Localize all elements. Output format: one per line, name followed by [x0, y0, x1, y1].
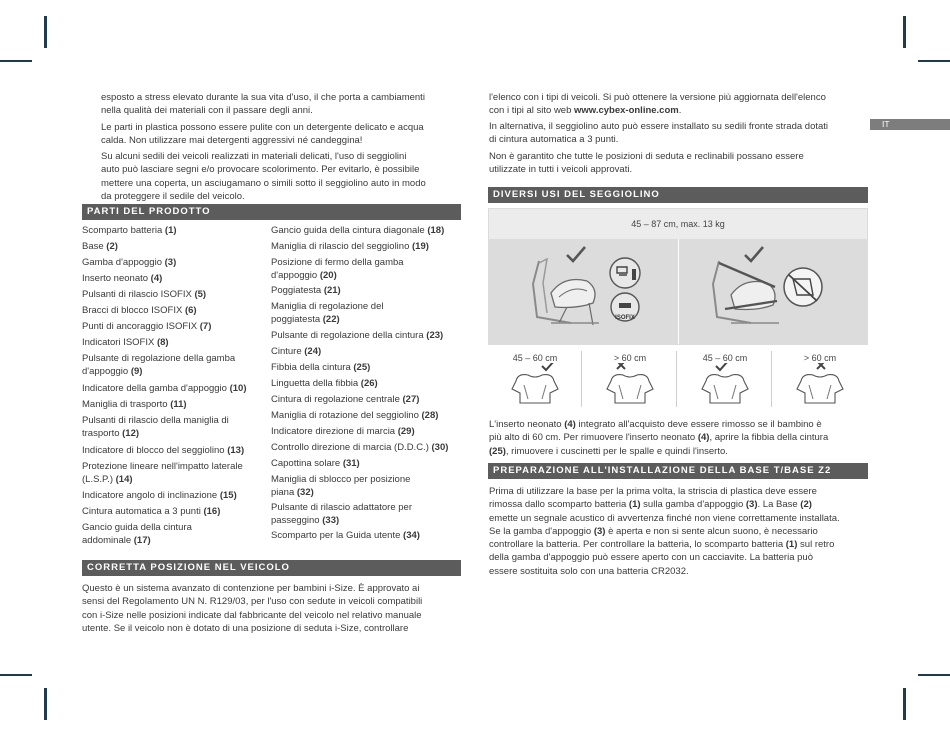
website-link[interactable]: www.cybex-online.com [574, 105, 679, 117]
warning-paragraph: Non è garantito che tutte le posizioni di seduta e reclinabili possano essere utilizzate in tutti i veicoli approvati. [489, 151, 804, 176]
cross-icon [817, 363, 825, 369]
part-list-item: Protezione lineare nell'impatto laterale (L.S.P.) (14) [82, 461, 243, 485]
check-icon [745, 247, 763, 261]
car-seat-belt-illustration [679, 239, 867, 344]
part-list-item: Maniglia di trasporto (11) [82, 399, 187, 410]
part-list-item: Indicatore angolo di inclinazione (15) [82, 490, 237, 501]
size-label: 45 – 60 cm [512, 353, 558, 363]
crop-mark [44, 688, 47, 720]
part-list-item: Maniglia di sblocco per posizione piana (32) [271, 474, 411, 498]
part-list-item: Punti di ancoraggio ISOFIX (7) [82, 321, 212, 332]
part-list-item: Scomparto batteria (1) [82, 225, 177, 236]
section-header-preparation: PREPARAZIONE ALL'INSTALLAZIONE DELLA BASE T/BASE Z2 [488, 463, 868, 479]
part-list-item: Pulsanti di rilascio della maniglia di trasporto (12) [82, 415, 229, 439]
part-list-item: Maniglia di regolazione del poggiatesta (22) [271, 301, 384, 325]
part-list-item: Poggiatesta (21) [271, 285, 341, 296]
check-icon [542, 363, 554, 370]
position-paragraph: Questo è un sistema avanzato di contenzione per bambini i-Size. È approvato ai sensi del Regolamento UN N. R129/03, per l'uso con sedute in veicoli compatibili con i-Size nelle posizioni indicate dal fabbricante del veicolo nel relativo manuale utente. Se il veicolo non è dotato di una posizione di seduta i-Size, controllare [82, 583, 423, 634]
part-list-item: Posizione di fermo della gamba d'appoggio (20) [271, 257, 404, 281]
crop-mark [0, 60, 32, 62]
diagram-bottom [488, 345, 868, 414]
insert-paragraph: L'inserto neonato (4) integrato all'acquisto deve essere rimosso se il bambino è più alto di 60 cm. Per rimuovere l'inserto neonato (4), aprire la fibbia della cintura (25), rimuovere i cuscinetti per le spalle e quindi l'inserto. [489, 419, 829, 457]
part-list-item: Pulsante di regolazione della gamba d'appoggio (9) [82, 353, 236, 377]
part-list-item: Linguetta della fibbia (26) [271, 378, 378, 389]
part-list-item: Bracci di blocco ISOFIX (6) [82, 305, 197, 316]
check-icon [716, 363, 728, 370]
part-list-item: Maniglia di rilascio del seggiolino (19) [271, 241, 429, 252]
part-list-item: Fibbia della cintura (25) [271, 362, 371, 373]
size-label: > 60 cm [803, 353, 837, 363]
infant-insert-in-illustration [488, 363, 582, 409]
infant-insert-out-illustration [773, 363, 867, 409]
part-list-item: Pulsanti di rilascio ISOFIX (5) [82, 289, 207, 300]
part-list-item: Pulsante di regolazione della cintura (23) [271, 330, 444, 341]
isofix-install-pane [489, 239, 677, 344]
parts-list-col1 [82, 224, 267, 554]
part-list-item: Gancio guida della cintura diagonale (18) [271, 225, 445, 236]
part-list-item: Inserto neonato (4) [82, 273, 163, 284]
part-list-item: Pulsante di rilascio adattatore per passeggino (33) [271, 502, 412, 526]
car-seat-isofix-illustration [489, 239, 677, 344]
crop-mark [903, 688, 906, 720]
part-list-item: Cintura di regolazione centrale (27) [271, 394, 420, 405]
part-list-item: Controllo direzione di marcia (D.D.C.) (30) [271, 442, 449, 453]
size-cell [678, 345, 772, 414]
vehicle-list-paragraph: l'elenco con i tipi di veicoli. Si può ottenere la versione più aggiornata dell'elenco con i tipi al sito web www.cybex-online.com. [489, 92, 826, 117]
crop-mark [918, 674, 950, 676]
section-header-uses: DIVERSI USI DEL SEGGIOLINO [488, 187, 868, 203]
seat-usage-diagram [488, 208, 868, 414]
section-header-parts: PARTI DEL PRODOTTO [82, 204, 461, 220]
part-list-item: Cinture (24) [271, 346, 322, 357]
isofix-label: ISOFIX [615, 315, 635, 321]
alternative-paragraph: In alternativa, il seggiolino auto può essere installato su sedili fronte strada dotati di cintura automatica a 3 punti. [489, 121, 829, 146]
part-list-item: Maniglia di rotazione del seggiolino (28) [271, 410, 439, 421]
infant-insert-out-illustration [583, 363, 677, 409]
belt-install-pane [678, 239, 868, 344]
size-cell [488, 345, 582, 414]
diagram-top [488, 208, 868, 345]
language-tab: IT [870, 119, 950, 130]
part-list-item: Gamba d'appoggio (3) [82, 257, 177, 268]
part-list-item: Scomparto per la Guida utente (34) [271, 530, 420, 541]
part-list-item: Base (2) [82, 241, 118, 252]
part-list-item: Indicatore della gamba d'appoggio (10) [82, 383, 247, 394]
parts-list-col2 [271, 224, 461, 554]
preparation-paragraph: Prima di utilizzare la base per la prima volta, la striscia di plastica deve essere rimossa dallo scomparto batteria (1) sulla gamba d'appoggio (3). La Base (2) emette un segnale acustico di avvertenza finché non viene correttamente installata. Se la gamba d'appoggio (3) è aperta e non si sente alcun suono, è necessario controllare la batteria. Per controllare la batteria, lo scomparto batteria (1) sul retro della gamba d'appoggio può essere aperto con un cacciavite. La batteria può essere sostituita solo con una batteria CR2032. [489, 486, 840, 577]
size-cell [773, 345, 867, 414]
intro-paragraph: esposto a stress elevato durante la sua vita d'uso, il che porta a cambiamenti nella qualità dei materiali con il passare degli anni. [101, 92, 425, 117]
intro-paragraph: Su alcuni sedili dei veicoli realizzati in materiali delicati, l'uso di seggiolini auto può lasciare segni e/o provocare scolorimento. Per evitarlo, è possibile mettere una coperta, un asciugamano o simili sotto il seggiolino auto in modo da proteggere il sedile del veicolo. [101, 151, 426, 202]
part-list-item: Indicatori ISOFIX (8) [82, 337, 169, 348]
weight-caption: 45 – 87 cm, max. 13 kg [489, 209, 867, 239]
infant-insert-in-illustration [678, 363, 772, 409]
check-icon [567, 247, 585, 261]
size-cell [583, 345, 677, 414]
crop-mark [0, 674, 32, 676]
part-list-item: Cintura automatica a 3 punti (16) [82, 506, 221, 517]
part-list-item: Gancio guida della cintura addominale (17) [82, 522, 192, 546]
part-list-item: Indicatore di blocco del seggiolino (13) [82, 445, 245, 456]
crop-mark [918, 60, 950, 62]
size-label: > 60 cm [613, 353, 647, 363]
part-list-item: Capottina solare (31) [271, 458, 360, 469]
crop-mark [44, 16, 47, 48]
section-header-position: CORRETTA POSIZIONE NEL VEICOLO [82, 560, 461, 576]
crop-mark [903, 16, 906, 48]
intro-paragraph: Le parti in plastica possono essere pulite con un detergente delicato e acqua calda. Non utilizzare mai detergenti aggressivi né candeggina! [101, 122, 424, 147]
part-list-item: Indicatore direzione di marcia (29) [271, 426, 415, 437]
cross-icon [617, 363, 625, 369]
size-label: 45 – 60 cm [702, 353, 748, 363]
